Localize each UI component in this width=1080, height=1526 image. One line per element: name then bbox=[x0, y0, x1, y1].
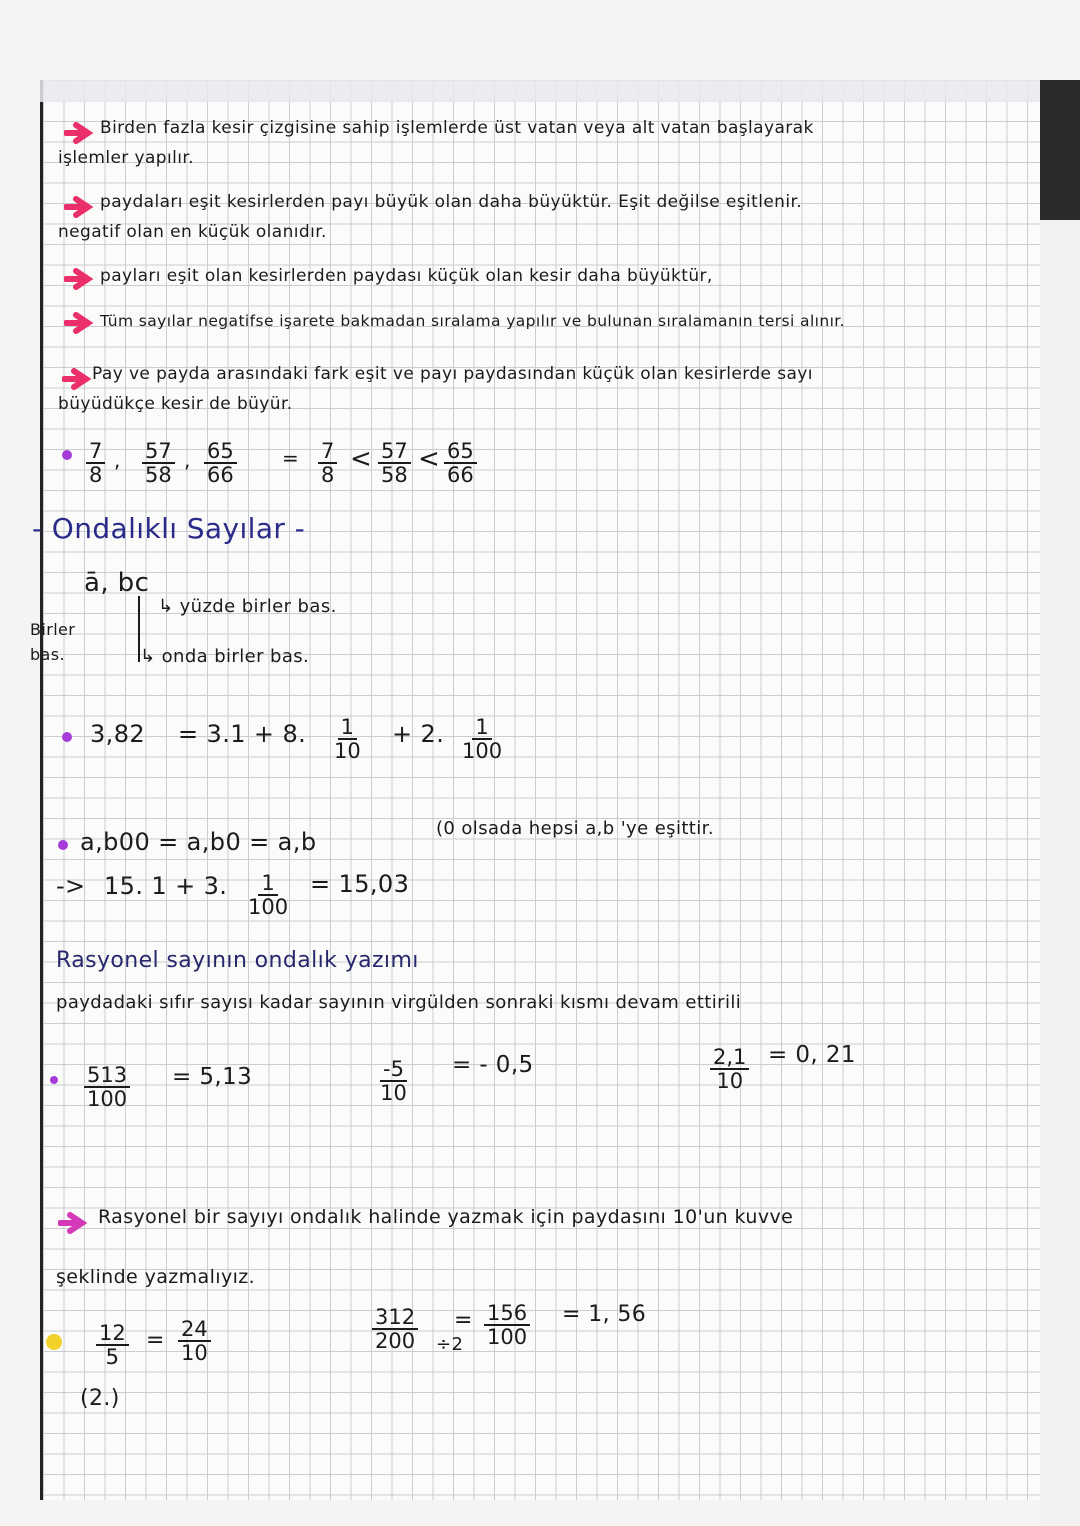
fraction: $\frac{7}{8}$ bbox=[318, 440, 337, 486]
fraction: $\frac{312}{200}$ bbox=[372, 1306, 418, 1352]
fraction: $\frac{156}{100}$ bbox=[484, 1302, 530, 1348]
bullet-dot bbox=[58, 840, 68, 850]
pink-arrow-icon bbox=[64, 268, 94, 290]
rule-6-line-1: Rasyonel bir sayıyı ondalık halinde yazmak için paydasını 10'un kuvve bbox=[98, 1206, 794, 1228]
fraction: $\frac{1}{10}$ bbox=[334, 715, 361, 763]
fraction: $\frac{57}{58}$ bbox=[142, 440, 175, 486]
result: = - 0,5 bbox=[452, 1052, 534, 1078]
rule-1-line-2: işlemler yapılır. bbox=[58, 148, 194, 168]
pink-arrow-icon bbox=[64, 122, 94, 144]
branch-hundredths: ↳ yüzde birler bas. bbox=[158, 596, 337, 617]
rule-2-line-1: paydaları eşit kesirlerden payı büyük olan daha büyüktür. Eşit değilse eşitlenir. bbox=[100, 192, 803, 212]
left-label-1: Birler bbox=[30, 620, 76, 639]
equals-sign: = bbox=[454, 1308, 473, 1333]
rule-5-line-2: büyüdükçe kesir de büyür. bbox=[58, 394, 293, 414]
rule-1-line-1: Birden fazla kesir çizgisine sahip işlemlerde üst vatan veya alt vatan başlayarak bbox=[100, 118, 814, 138]
fraction: $\frac{24}{10}$ bbox=[178, 1318, 211, 1364]
rule-4-line-1: Tüm sayılar negatifse işarete bakmadan sıralama yapılır ve bulunan sıralamanın tersi alınır. bbox=[100, 312, 845, 330]
fraction: $\frac{65}{66}$ bbox=[204, 440, 237, 486]
binder-edge bbox=[1040, 80, 1080, 220]
fraction: $\frac{2,1}{10}$ bbox=[710, 1046, 749, 1092]
comma: , bbox=[184, 448, 192, 472]
magenta-arrow-icon bbox=[58, 1212, 88, 1234]
multiplier: (2.) bbox=[80, 1386, 120, 1411]
expansion: = 3.1 + 8. bbox=[178, 720, 307, 748]
left-label-2: bas. bbox=[30, 645, 65, 664]
bullet-dot bbox=[50, 1076, 58, 1084]
expansion-plus: + 2. bbox=[392, 720, 445, 748]
less-than: < bbox=[350, 444, 373, 474]
result: = 0, 21 bbox=[768, 1042, 856, 1068]
fraction: $\frac{57}{58}$ bbox=[378, 440, 411, 486]
previous-page-bleed bbox=[40, 80, 1045, 102]
equivalence-note: (0 olsada hepsi a,b 'ye eşittir. bbox=[436, 818, 714, 839]
rule-6-line-2: şeklinde yazmalıyız. bbox=[56, 1266, 256, 1288]
result: = 15,03 bbox=[310, 870, 410, 898]
arrow-mark: -> bbox=[56, 872, 86, 900]
fraction: $\frac{65}{66}$ bbox=[444, 440, 477, 486]
rule-3-line-1: payları eşit olan kesirlerden paydası küçük olan kesir daha büyüktür, bbox=[100, 266, 713, 286]
less-than: < bbox=[418, 444, 441, 474]
fraction: $\frac{12}{5}$ bbox=[96, 1322, 129, 1368]
result: = 5,13 bbox=[172, 1064, 253, 1090]
fraction: $\frac{7}{8}$ bbox=[86, 440, 105, 486]
result: = 1, 56 bbox=[562, 1302, 647, 1327]
equals-sign: = bbox=[146, 1328, 165, 1353]
fraction: $\frac{513}{100}$ bbox=[84, 1064, 130, 1110]
comma: , bbox=[114, 448, 122, 472]
pink-arrow-icon bbox=[62, 368, 92, 390]
fraction: $\frac{-5}{10}$ bbox=[380, 1057, 407, 1105]
decimal-value: 3,82 bbox=[90, 720, 146, 748]
rule-5-line-1: Pay ve payda arasındaki fark eşit ve payı paydasından küçük olan kesirlerde sayı bbox=[92, 364, 813, 384]
fraction: $\frac{1}{100}$ bbox=[462, 715, 503, 763]
pink-arrow-icon bbox=[64, 196, 94, 218]
decimal-notation: ā, bc bbox=[84, 568, 150, 598]
section-title: - Ondalıklı Sayılar - bbox=[32, 512, 306, 545]
pink-arrow-icon bbox=[64, 312, 94, 334]
bullet-dot bbox=[62, 732, 72, 742]
page-margin bbox=[1040, 220, 1080, 1526]
bullet-dot-yellow bbox=[46, 1334, 62, 1350]
rule-2-line-2: negatif olan en küçük olanıdır. bbox=[58, 222, 327, 242]
paragraph: paydadaki sıfır sayısı kadar sayının virgülden sonraki kısmı devam ettirili bbox=[56, 992, 742, 1013]
fraction: $\frac{1}{100}$ bbox=[248, 871, 289, 919]
equals-sign: = bbox=[282, 446, 300, 470]
divisor: ÷2 bbox=[436, 1334, 464, 1355]
branch-tenths: ↳ onda birler bas. bbox=[140, 646, 310, 667]
expansion: 15. 1 + 3. bbox=[104, 872, 228, 900]
bullet-dot bbox=[62, 450, 72, 460]
subtitle: Rasyonel sayının ondalık yazımı bbox=[56, 948, 419, 973]
equivalence-expr: a,b00 = a,b0 = a,b bbox=[80, 828, 317, 856]
